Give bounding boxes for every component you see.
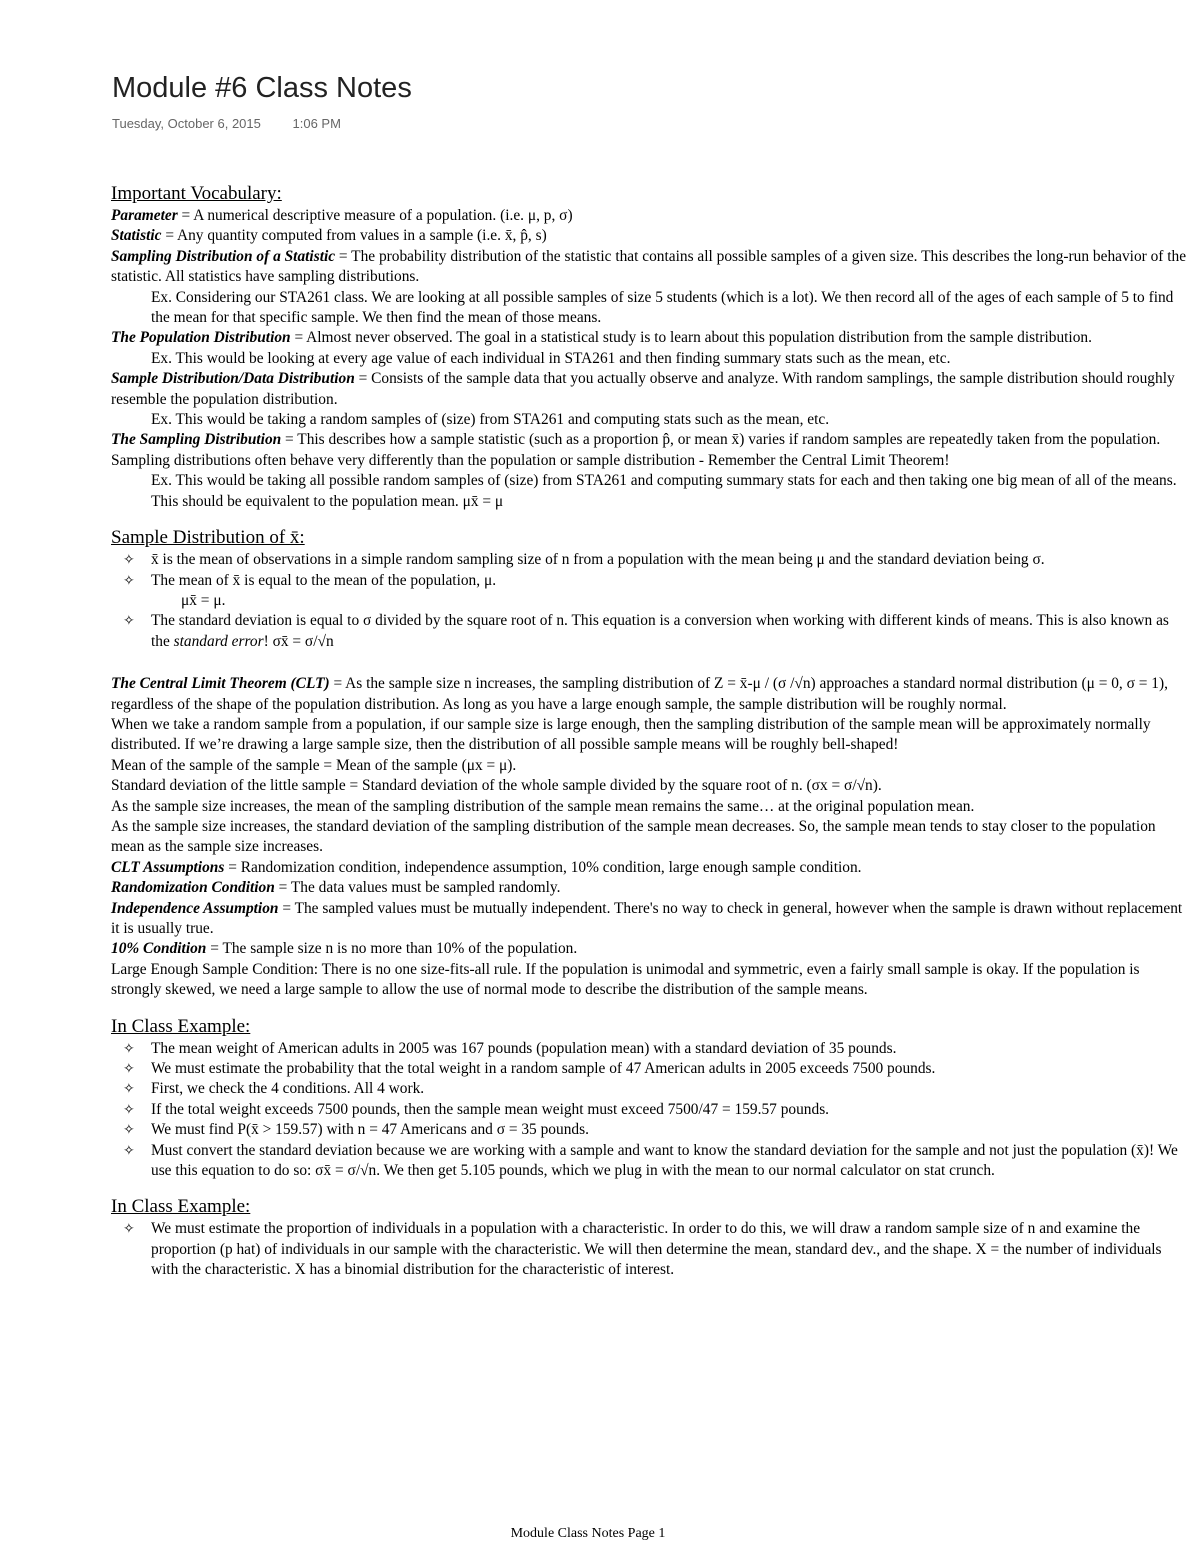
list-item: [111, 611, 1191, 652]
note-content: [111, 182, 1191, 1281]
section-heading-example-1: In Class Example:: [111, 1015, 251, 1037]
term-definition: = The sample size n is no more than 10% of the population.: [206, 940, 578, 958]
definition-clt: [111, 674, 1191, 715]
formula-text: μx̄ = μ.: [181, 591, 226, 609]
definition-statistic: [111, 226, 1191, 246]
diamond-bullet-icon: ✧: [123, 1061, 135, 1078]
paragraph: Mean of the sample of the sample = Mean of the sample (μx = μ).: [111, 756, 517, 774]
term-definition: = The sampled values must be mutually independent. There's no way to check in general, however when the sample is drawn without replacement it is usually true.: [111, 899, 1183, 937]
section-heading-vocabulary: Important Vocabulary:: [111, 183, 282, 204]
spacer: [111, 1001, 1191, 1015]
diamond-bullet-icon: ✧: [123, 1221, 135, 1238]
page-time: 1:06 PM: [292, 116, 341, 131]
term-definition: = As the sample size n increases, the sampling distribution of Z = x̄-μ / (σ /√n) approaches a standard normal distribution (μ = 0, σ = 1), regardless of the shape of the population distribution. As long as you have a large enough sample, the sample distribution will be roughly normal.: [111, 675, 1168, 713]
list-item: [111, 1120, 1191, 1140]
list-item-text: The mean weight of American adults in 2005 was 167 pounds (population mean) with a standard deviation of 35 pounds.: [151, 1039, 897, 1057]
paragraph: Standard deviation of the little sample = Standard deviation of the whole sample divided by the square root of n. (σx = σ/√n).: [111, 777, 882, 795]
list-item-text: We must estimate the probability that the total weight in a random sample of 47 American adults in 2005 exceeds 7500 pounds.: [151, 1060, 936, 1078]
page-footer: [0, 1526, 1200, 1542]
term-label: Sample Distribution/Data Distribution: [111, 370, 355, 388]
term-definition: = The probability distribution of the statistic that contains all possible samples of a given size. This describes the long-run behavior of the statistic. All statistics have sampling distributions.: [111, 247, 1187, 286]
definition-ten-percent: [111, 939, 1191, 959]
paragraph: As the sample size increases, the standard deviation of the sampling distribution of the sample mean decreases. So, the sample mean tends to stay closer to the population mean as the sample size increases.: [111, 817, 1156, 856]
bullet-list: [111, 611, 1191, 652]
definition-sampling-distribution: [111, 430, 1191, 471]
bullet-list: [111, 1219, 1191, 1280]
list-item-text: The mean of x̄ is equal to the mean of the population, μ.: [151, 571, 497, 589]
term-label: Randomization Condition: [111, 879, 275, 897]
list-item-text: The standard deviation is equal to σ divided by the square root of n. This equation is a conversion when working with different kinds of means. This is also known as the: [151, 612, 1169, 650]
term-definition: = Any quantity computed from values in a sample (i.e. x̄, p̂, s): [161, 227, 547, 245]
page-meta: [112, 116, 341, 131]
diamond-bullet-icon: ✧: [123, 1122, 135, 1139]
list-item: [111, 1079, 1191, 1099]
definition-parameter: [111, 206, 1191, 226]
spacer: [111, 1181, 1191, 1195]
diamond-bullet-icon: ✧: [123, 572, 135, 589]
term-definition: = This describes how a sample statistic (such as a proportion p̂, or mean x̄) varies if random samples are repeatedly taken from the population. Sampling distributions often behave very differently than the population or sample distribution - Remember the Central Limit Theorem!: [111, 431, 1161, 469]
definition-randomization: [111, 878, 1191, 898]
paragraph: Large Enough Sample Condition: There is no one size-fits-all rule. If the population is unimodal and symmetric, even a fairly small sample is okay. If the population is strongly skewed, we need a large sample to allow the use of normal mode to describe the distribution of the sample means.: [111, 960, 1140, 999]
list-item: [111, 1059, 1191, 1079]
list-item: [111, 1039, 1191, 1059]
list-item: [111, 1100, 1191, 1120]
section-heading-sample-distribution: Sample Distribution of x̄:: [111, 527, 305, 549]
term-definition: = A numerical descriptive measure of a population. (i.e. μ, p, σ): [177, 207, 573, 224]
page-date: Tuesday, October 6, 2015: [112, 116, 261, 131]
bullet-list: [111, 1039, 1191, 1182]
term-definition: = Consists of the sample data that you actually observe and analyze. With random samplings, the sample distribution should roughly resemble the population distribution.: [111, 370, 1175, 408]
list-item-text: We must find P(x̄ > 159.57) with n = 47 Americans and σ = 35 pounds.: [151, 1121, 589, 1139]
term-label: CLT Assumptions: [111, 858, 225, 876]
diamond-bullet-icon: ✧: [123, 1081, 135, 1098]
spacer: [111, 652, 1191, 674]
diamond-bullet-icon: ✧: [123, 552, 135, 569]
page-number-label: Module Class Notes Page 1: [510, 1526, 666, 1541]
definition-clt-assumptions: [111, 858, 1191, 878]
diamond-bullet-icon: ✧: [123, 1040, 135, 1057]
definition-sample-distribution: [111, 369, 1191, 410]
term-definition: = Randomization condition, independence assumption, 10% condition, large enough sample condition.: [224, 858, 862, 876]
list-item: [111, 1141, 1191, 1182]
term-label: 10% Condition: [111, 940, 207, 958]
term-label: Sampling Distribution of a Statistic: [111, 247, 336, 265]
list-item: [111, 550, 1191, 570]
list-item: [111, 1219, 1191, 1280]
term-label: Parameter: [111, 207, 178, 224]
example-text: Ex. This would be taking all possible random samples of (size) from STA261 and computing summary stats for each and then taking one big mean of all of the means. This should be equivalent to the population mean. μx̄ = μ: [151, 472, 1177, 510]
list-item-text-end: ! σx̄ = σ/√n: [263, 632, 334, 650]
list-item: [111, 571, 1191, 591]
bullet-list: [111, 550, 1191, 591]
definition-population-distribution: [111, 328, 1191, 348]
example-text: Ex. This would be taking a random samples of (size) from STA261 and computing stats such as the mean, etc.: [151, 411, 830, 429]
list-item-text: x̄ is the mean of observations in a simple random sampling size of n from a population with the mean being μ and the standard deviation being σ.: [151, 551, 1045, 569]
term-definition: = The data values must be sampled randomly.: [274, 879, 561, 897]
section-heading-example-2: In Class Example:: [111, 1196, 251, 1218]
paragraph: As the sample size increases, the mean of the sampling distribution of the sample mean remains the same… at the original population mean.: [111, 797, 975, 815]
definition-sampling-distribution-statistic: [111, 247, 1191, 288]
term-label: Independence Assumption: [111, 899, 279, 917]
diamond-bullet-icon: ✧: [123, 1142, 135, 1159]
example-text: Ex. This would be looking at every age value of each individual in STA261 and then finding summary stats such as the mean, etc.: [151, 349, 951, 367]
page-title: Module #6 Class Notes: [112, 72, 412, 104]
term-label: The Population Distribution: [111, 329, 291, 347]
term-label: The Sampling Distribution: [111, 431, 282, 449]
paragraph: When we take a random sample from a population, if our sample size is large enough, then the sampling distribution of the sample mean will be approximately normally distributed. If we’re drawing a large sample size, then the distribution of all possible sample means will be roughly bell-shaped!: [111, 715, 1151, 754]
spacer: [111, 512, 1191, 526]
diamond-bullet-icon: ✧: [123, 613, 135, 630]
list-item-text: If the total weight exceeds 7500 pounds, then the sample mean weight must exceed 7500/47 = 159.57 pounds.: [151, 1100, 830, 1118]
example-text: Ex. Considering our STA261 class. We are looking at all possible samples of size 5 students (which is a lot). We then record all of the ages of each sample of 5 to find the mean for that specific sample. We then find the mean of those means.: [151, 288, 1174, 327]
list-item-text: First, we check the 4 conditions. All 4 work.: [151, 1080, 425, 1098]
term-definition: = Almost never observed. The goal in a statistical study is to learn about this population distribution from the sample distribution.: [290, 329, 1092, 347]
emphasis-text: standard error: [173, 632, 264, 650]
list-item-text: Must convert the standard deviation because we are working with a sample and want to know the standard deviation for the sample and not just the population (x̄)! We use this equation to do so: σx̄ = σ/√n. We then get 5.105 pounds, which we plug in with the mean to our normal calculator on stat crunch.: [151, 1141, 1178, 1180]
term-label: The Central Limit Theorem (CLT): [111, 675, 330, 693]
list-item-text: We must estimate the proportion of individuals in a population with a characteristic. In order to do this, we will draw a random sample size of n and examine the proportion (p hat) of individuals in our sample with the characteristic. We will then determine the mean, standard dev., and the shape. X = the number of individuals with the characteristic. X has a binomial distribution for the characteristic of interest.: [151, 1220, 1162, 1279]
definition-independence: [111, 899, 1191, 940]
diamond-bullet-icon: ✧: [123, 1101, 135, 1118]
term-label: Statistic: [111, 227, 162, 245]
